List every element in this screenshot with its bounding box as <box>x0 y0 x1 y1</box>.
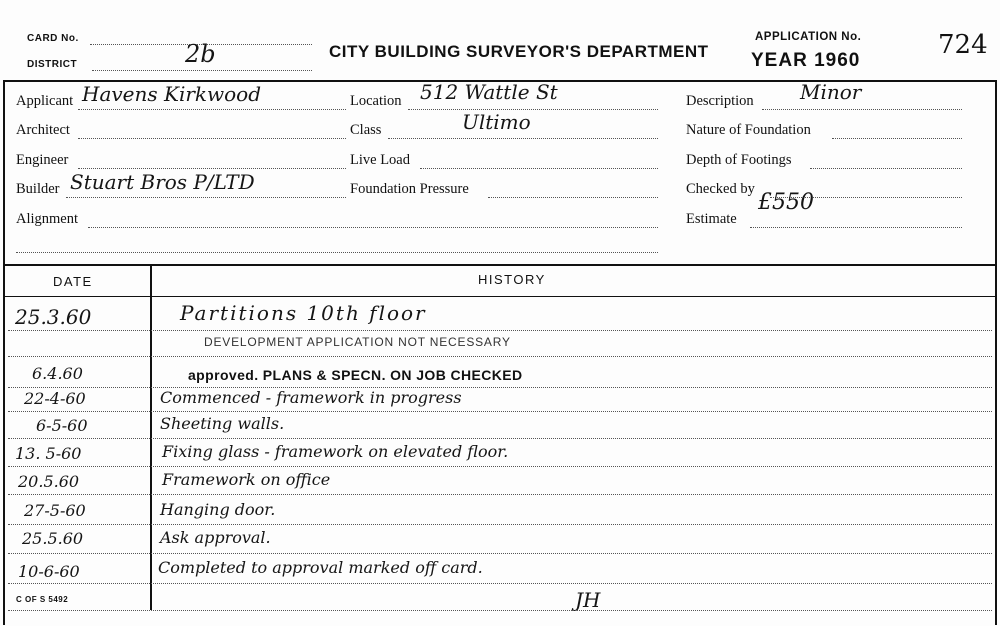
application-number: 724 <box>938 30 988 60</box>
history-top-border <box>3 264 997 266</box>
row-line <box>8 438 992 439</box>
row-line <box>8 330 992 331</box>
right-border <box>995 80 997 625</box>
class-value: Ultimo <box>462 110 531 134</box>
applicant-value: Havens Kirkwood <box>82 82 262 106</box>
left-border <box>3 80 5 625</box>
history-date: 25.3.60 <box>15 305 92 329</box>
alignment-line <box>88 227 658 228</box>
engineer-line <box>78 168 346 169</box>
estimate-value: £550 <box>758 190 814 215</box>
class-label: Class <box>350 122 382 138</box>
builder-value: Stuart Bros P/LTD <box>70 170 255 194</box>
description-label: Description <box>686 93 754 109</box>
history-entry: Sheeting walls. <box>160 414 285 433</box>
applicant-line <box>78 109 346 110</box>
year-label: YEAR 1960 <box>751 50 861 71</box>
history-date: 22-4-60 <box>24 389 86 408</box>
nature-of-foundation-label: Nature of Foundation <box>686 122 811 138</box>
row-line <box>8 356 992 357</box>
district-value: 2b <box>185 40 216 68</box>
history-date: 6.4.60 <box>32 364 83 383</box>
history-date: 13. 5-60 <box>15 444 82 463</box>
history-header-border <box>3 296 997 297</box>
foundation-pressure-label: Foundation Pressure <box>350 181 469 197</box>
history-entry: Completed to approval marked off card. <box>158 558 483 577</box>
row-line <box>8 583 992 584</box>
row-line <box>8 466 992 467</box>
depth-of-footings-line <box>810 168 962 169</box>
engineer-label: Engineer <box>16 152 69 168</box>
history-date: 6-5-60 <box>36 416 88 435</box>
bottom-line <box>8 610 992 611</box>
history-header: HISTORY <box>478 272 546 287</box>
history-entry: approved. PLANS & SPECN. ON JOB CHECKED <box>188 367 523 383</box>
row-line <box>8 553 992 554</box>
history-entry: Partitions 10th floor <box>180 301 427 325</box>
row-line <box>8 387 992 388</box>
location-label: Location <box>350 93 402 109</box>
builder-line <box>66 197 346 198</box>
location-value: 512 Wattle St <box>420 80 558 104</box>
alignment-line-2 <box>16 252 658 253</box>
live-load-line <box>420 168 658 169</box>
location-line <box>408 109 658 110</box>
architect-label: Architect <box>16 122 70 138</box>
description-line <box>762 109 962 110</box>
district-label: DISTRICT <box>27 59 78 70</box>
foundation-pressure-line <box>488 197 658 198</box>
description-value: Minor <box>800 80 862 104</box>
card-no-label: CARD No. <box>27 33 79 44</box>
department-title: CITY BUILDING SURVEYOR'S DEPARTMENT <box>329 42 709 61</box>
estimate-label: Estimate <box>686 211 737 227</box>
row-line <box>8 494 992 495</box>
application-no-label: APPLICATION No. <box>755 31 862 43</box>
initials-signature: JH <box>575 588 601 612</box>
checked-by-label: Checked by <box>686 181 755 197</box>
row-line <box>8 524 992 525</box>
form-code: C OF S 5492 <box>16 595 69 604</box>
builder-label: Builder <box>16 181 60 197</box>
history-entry: Fixing glass - framework on elevated floor. <box>162 442 509 461</box>
live-load-label: Live Load <box>350 152 410 168</box>
history-entry-typed: DEVELOPMENT APPLICATION NOT NECESSARY <box>204 335 511 349</box>
history-date: 27-5-60 <box>24 501 86 520</box>
history-date: 10-6-60 <box>18 562 80 581</box>
row-line <box>8 411 992 412</box>
applicant-label: Applicant <box>16 93 74 109</box>
district-line <box>92 70 312 71</box>
history-entry: Hanging door. <box>160 500 276 519</box>
depth-of-footings-label: Depth of Footings <box>686 152 792 168</box>
history-entry: Commenced - framework in progress <box>160 388 462 407</box>
architect-line <box>78 138 346 139</box>
date-header: DATE <box>53 274 93 289</box>
nature-of-foundation-line <box>832 138 962 139</box>
history-entry: Ask approval. <box>160 528 271 547</box>
class-line <box>388 138 658 139</box>
history-date: 25.5.60 <box>22 529 84 548</box>
history-entry: Framework on office <box>162 470 331 489</box>
estimate-line <box>750 227 962 228</box>
alignment-label: Alignment <box>16 211 79 227</box>
history-date: 20.5.60 <box>18 472 80 491</box>
